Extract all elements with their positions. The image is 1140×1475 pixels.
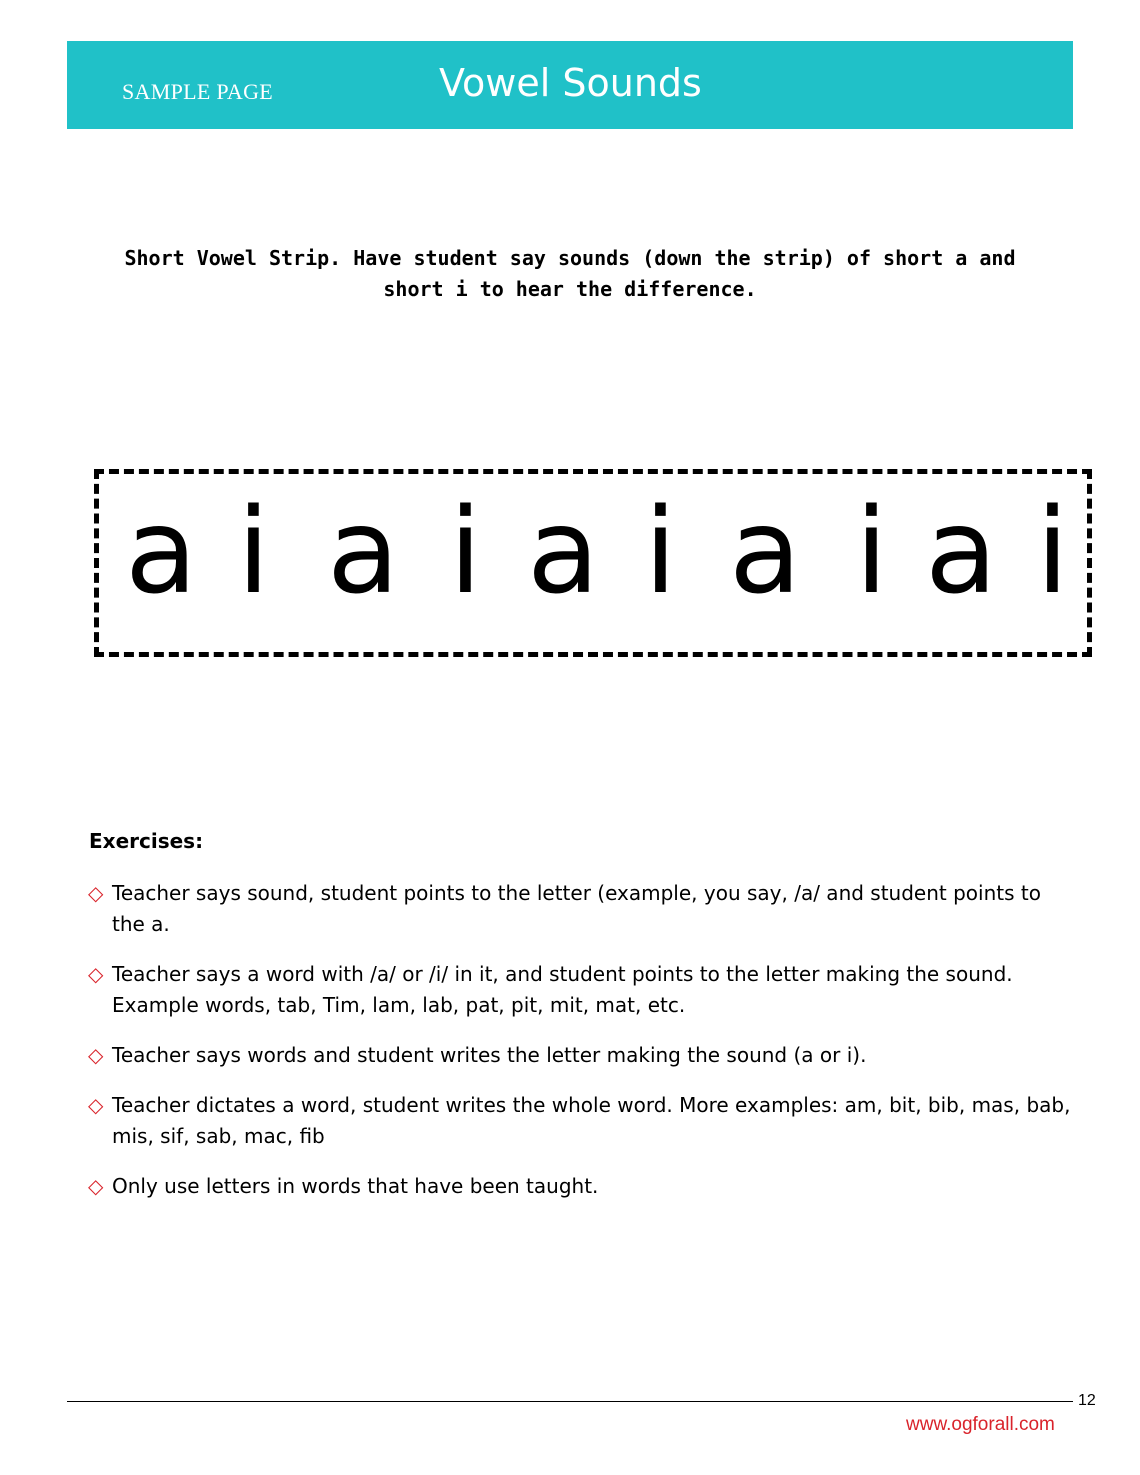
strip-letter: a [125,482,198,620]
website-link[interactable]: www.ogforall.com [906,1414,1055,1435]
strip-letter: i [449,482,482,620]
exercise-text: Only use letters in words that have been taught. [112,1174,599,1198]
strip-letter: a [527,482,600,620]
strip-letter: a [327,482,400,620]
exercise-item [88,878,1078,940]
footer-divider [67,1401,1073,1402]
page-title: Vowel Sounds [439,61,702,105]
exercise-item [88,1090,1078,1152]
exercise-item [88,959,1078,1021]
exercise-text: Teacher says sound, student points to the letter (example, you say, /a/ and student points to the a. [112,881,1041,936]
strip-letter: i [644,482,677,620]
exercises-heading: Exercises: [89,829,204,853]
instruction-text: Short Vowel Strip. Have student say sounds (down the strip) of short a and short i to hear the difference. [124,246,1016,301]
diamond-outline-icon: ◇ [88,881,104,905]
exercise-list [88,878,1078,1221]
exercise-text: Teacher dictates a word, student writes the whole word. More examples: am, bit, bib, mas, bab, mis, sif, sab, mac, fib [112,1093,1071,1148]
vowel-strip [94,469,1092,657]
strip-letter: i [855,482,888,620]
exercise-text: Teacher says words and student writes the letter making the sound (a or i). [112,1043,867,1067]
exercise-text: Teacher says a word with /a/ or /i/ in it, and student points to the letter making the sound. Example words, tab, Tim, lam, lab, pat, pit, mit, mat, etc. [112,962,1013,1017]
diamond-outline-icon: ◇ [88,962,104,986]
diamond-outline-icon: ◇ [88,1174,104,1198]
exercise-item [88,1040,1078,1071]
strip-letter: i [1036,482,1069,620]
diamond-outline-icon: ◇ [88,1043,104,1067]
strip-letter: i [237,482,270,620]
exercise-item [88,1171,1078,1202]
sample-page-label: SAMPLE PAGE [122,79,274,104]
strip-letter: a [925,482,998,620]
header-banner [67,41,1073,129]
diamond-outline-icon: ◇ [88,1093,104,1117]
page-number: 12 [1078,1392,1096,1409]
strip-letter: a [729,482,802,620]
